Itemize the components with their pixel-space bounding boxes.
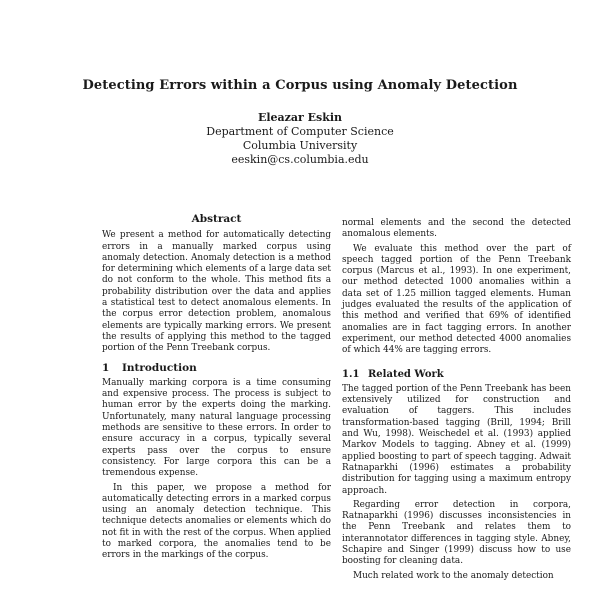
related-work-number: 1.1 — [342, 368, 360, 380]
left-column — [102, 214, 331, 562]
paper-title: Detecting Errors within a Corpus using Anomaly Detection — [82, 78, 518, 93]
intro-heading — [102, 363, 331, 374]
author-university: Columbia University — [242, 139, 358, 152]
right-column — [342, 218, 571, 582]
related-work-paragraph-1: The tagged portion of the Penn Treebank has been extensively utilized for construction and evaluation of taggers. This includes transformation-based tagging (Brill, 1994; Brill and Wu, 1998). Weischedel et al. (1993) applied Markov Models to tagging. Abney et al. (1999) applied boosting to part of speech tagging. Adwait Ratnaparkhi (1996) estimates a probability distribution for tagging using a maximum entropy approach. — [342, 383, 571, 496]
author-department: Department of Computer Science — [206, 125, 394, 138]
intro-paragraph-2: In this paper, we propose a method for automatically detecting errors in a marked corpus using an anomaly detection technique. This technique detects anomalies or elements which do not fit in with the rest of the corpus. When applied to marked corpora, the anomalies tend to be errors in the markings of the corpus. — [102, 482, 331, 561]
author-email: eeskin@cs.columbia.edu — [231, 153, 369, 166]
related-work-title: Related Work — [368, 368, 444, 380]
related-work-paragraph-3: Much related work to the anomaly detection — [353, 570, 554, 581]
related-work-heading — [342, 369, 571, 380]
author-name: Eleazar Eskin — [257, 111, 343, 124]
continued-paragraph: normal elements and the second the detected anomalous elements. — [342, 218, 571, 240]
author-block — [0, 111, 600, 167]
intro-number: 1 — [102, 361, 110, 374]
abstract-heading: Abstract — [191, 213, 242, 225]
abstract-text: We present a method for automatically detecting errors in a manually marked corpus using anomaly detection. Anomaly detection is a method for determining which elements of a large data set do not conform to the whole. This method fits a probability distribution over the data and applies a statistical test to detect anomalous elements. In the corpus error detection problem, anomalous elements are typically marking errors. We present the results of applying this method to the tagged portion of the Penn Treebank corpus. — [102, 230, 331, 354]
intro-paragraph-1: Manually marking corpora is a time consuming and expensive process. The process is subject to human error by the experts doing the marking. Unfortunately, many natural language processing methods are sensitive to these errors. In order to ensure accuracy in a corpus, typically several experts pass over the corpus to ensure consistency. For large corpora this can be a tremendous expense. — [102, 377, 331, 479]
intro-title: Introduction — [122, 361, 197, 374]
evaluation-paragraph: We evaluate this method over the part of speech tagged portion of the Penn Treebank corpus (Marcus et al., 1993). In one experiment, our method detected 1000 anomalies within a data set of 1.25 million tagged elements. Human judges evaluated the results of the application of this method and verified that 69% of identified anomalies are in fact tagging errors. In another experiment, our method detected 4000 anomalies of which 44% are tagging errors. — [342, 243, 571, 356]
related-work-paragraph-2: Regarding error detection in corpora, Ratnaparkhi (1996) discusses inconsistencies in the Penn Treebank and relates them to interannotator differences in tagging style. Abney, Schapire and Singer (1999) discuss how to use boosting for cleaning data. — [342, 499, 571, 567]
